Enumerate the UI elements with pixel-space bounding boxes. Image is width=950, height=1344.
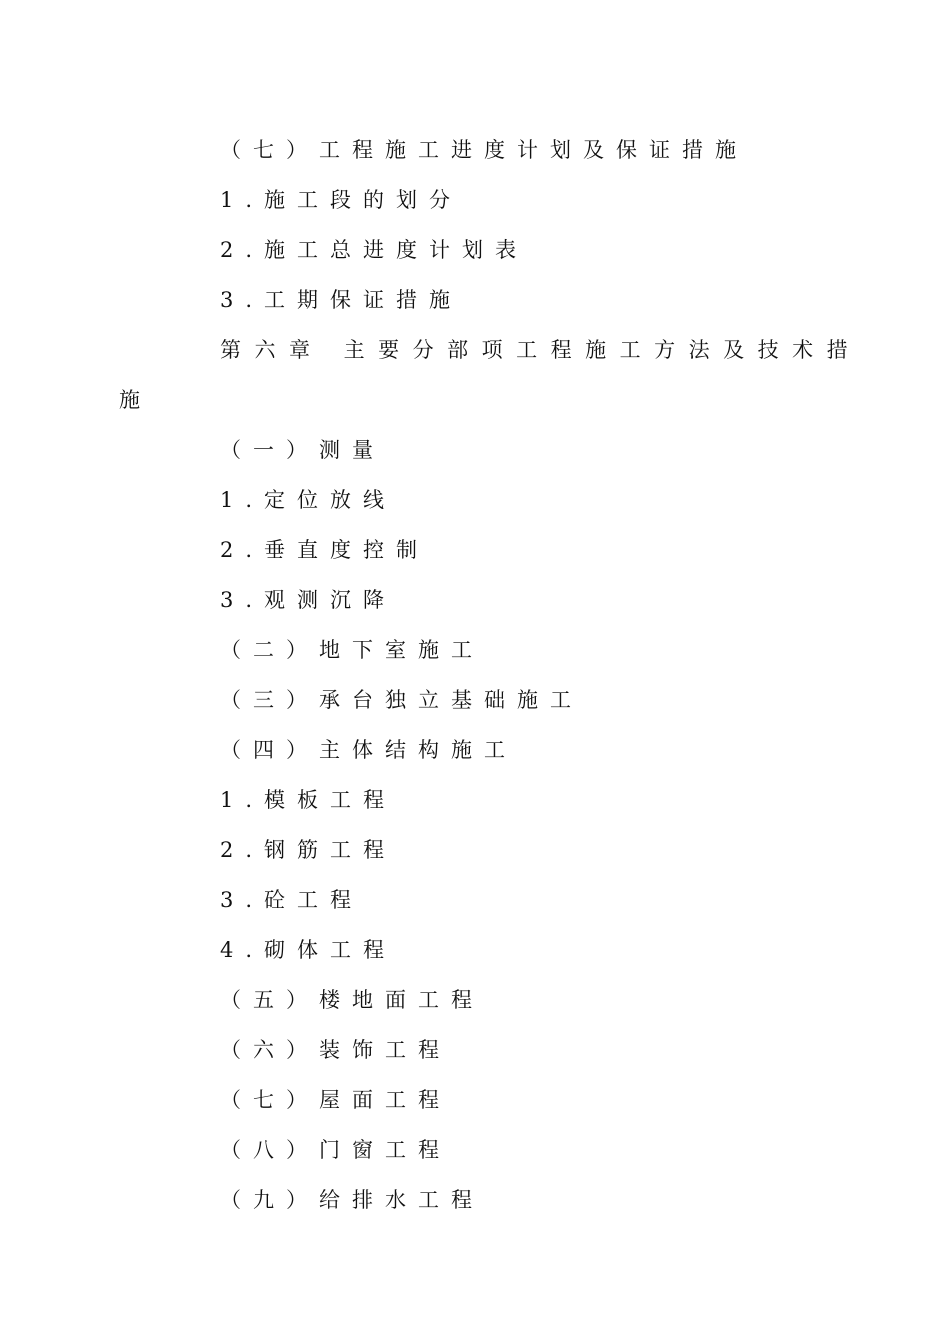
list-item: 2.施工总进度计划表 <box>220 238 529 262</box>
list-item: 4.砌体工程 <box>220 938 397 962</box>
list-item: 3.工期保证措施 <box>220 288 463 312</box>
section-heading: （三）承台独立基础施工 <box>220 688 583 712</box>
section-heading-schedule: （七）工程施工进度计划及保证措施 <box>220 138 748 162</box>
list-item: 2.垂直度控制 <box>220 538 430 562</box>
section-heading: （二）地下室施工 <box>220 638 484 662</box>
section-heading: （九）给排水工程 <box>220 1188 484 1212</box>
list-item: 1.模板工程 <box>220 788 397 812</box>
list-item: 1.施工段的划分 <box>220 188 463 212</box>
list-item: 2.钢筋工程 <box>220 838 397 862</box>
list-item: 1.定位放线 <box>220 488 397 512</box>
section-heading: （六）装饰工程 <box>220 1038 451 1062</box>
list-item: 3.砼工程 <box>220 888 364 912</box>
section-heading: （八）门窗工程 <box>220 1138 451 1162</box>
section-heading: （四）主体结构施工 <box>220 738 517 762</box>
chapter-heading-continuation: 施 <box>119 388 152 412</box>
list-item: 3.观测沉降 <box>220 588 397 612</box>
section-heading: （一）测量 <box>220 438 385 462</box>
chapter-heading: 第六章 主要分部项工程施工方法及技术措 <box>220 338 862 362</box>
section-heading: （五）楼地面工程 <box>220 988 484 1012</box>
section-heading: （七）屋面工程 <box>220 1088 451 1112</box>
